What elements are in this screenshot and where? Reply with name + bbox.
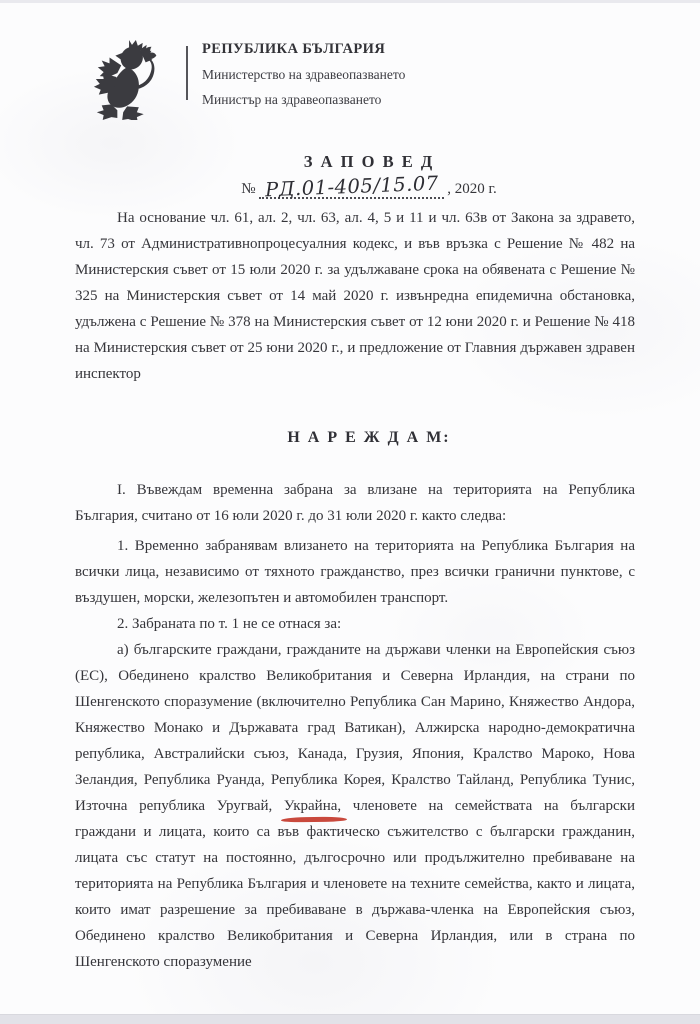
order-title: З А П О В Е Д [303,152,435,171]
item-a-text-before: а) българските граждани, гражданите на държави членки на Европейския съюз (ЕС), Обединено кралство Великобритания и Северна Ирландия, на страни по Шенгенското споразумение (включително Република Сан Марино, Княжество Андора, Княжество Монако и Държавата град Ватикан), Алжирска народно-демократична република, Австралийски съюз, Канада, Грузия, Япония, Кралство Мароко, Нова Зеландия, Република Руанда, Република Корея, Кралство Тайланд, Република Тунис, Източна република Уругвай, [75,642,635,814]
order-number-line [89,171,649,202]
letterhead [84,38,405,120]
letterhead-text [202,38,405,108]
document-body [75,205,635,975]
item-2-paragraph: 2. Забраната по т. 1 не се отнася за: [117,616,342,632]
minister-line: Министър на здравеопазването [202,92,382,107]
republic-title: РЕПУБЛИКА БЪЛГАРИЯ [202,41,386,57]
underlined-country: Украйна, [283,798,342,814]
item-a-paragraph [75,637,635,975]
ministry-line: Министерство на здравеопазването [202,67,406,82]
order-heading-block [89,152,649,202]
viewer-top-edge [0,0,700,3]
order-number-dotted-line [259,171,445,202]
section-1-paragraph: I. Въвеждам временна забрана за влизане на територията на Република България, считано от 16 юли 2020 г. до 31 юли 2020 г. както следва: [75,482,635,524]
order-number-prefix: № [241,181,256,197]
handwritten-order-number: РД.01-405/15.07 [264,171,439,202]
viewer-bottom-edge [0,1014,700,1024]
preamble-paragraph: На основание чл. 61, ал. 2, чл. 63, ал. 4, 5 и 11 и чл. 63в от Закона за здравето, чл. 73 от Административнопроцесуалния кодекс, и във връзка с Решение № 482 на Министерския съвет от 15 юли 2020 г. за удължаване срока на обявената с Решение № 325 на Министерския съвет от 14 май 2020 г. извънредна епидемична обстановка, удължена с Решение № 378 на Министерския съвет от 12 юни 2020 г. и Решение № 418 на Министерския съвет от 25 юни 2020 г., и предложение от Главния държавен здравен инспектор [75,210,635,382]
item-a-text-after: членовете на семействата на български граждани и лицата, които са във фактическо съжителство с български гражданин, лицата със статут на постоянно, дългосрочно или продължително пребиваване на територията на Република България и членовете на техните семейства, както и лицата, които имат разрешение за пребиваване в държава-членка на Европейския съюз, Обединено кралство Великобритания и Северна Ирландия, или в страна по Шенгенското споразумение [75,798,635,970]
item-1-paragraph: 1. Временно забранявам влизането на територията на Република България на всички лица, независимо от тяхното гражданство, през всички гранични пунктове, с въздушен, морски, железопътен и автомобилен транспорт. [75,538,635,606]
letterhead-divider [186,46,188,100]
command-heading: Н А Р Е Ж Д А М: [287,429,451,446]
bulgarian-lion-coat-of-arms-icon [84,38,178,120]
order-year: , 2020 г. [447,181,497,197]
